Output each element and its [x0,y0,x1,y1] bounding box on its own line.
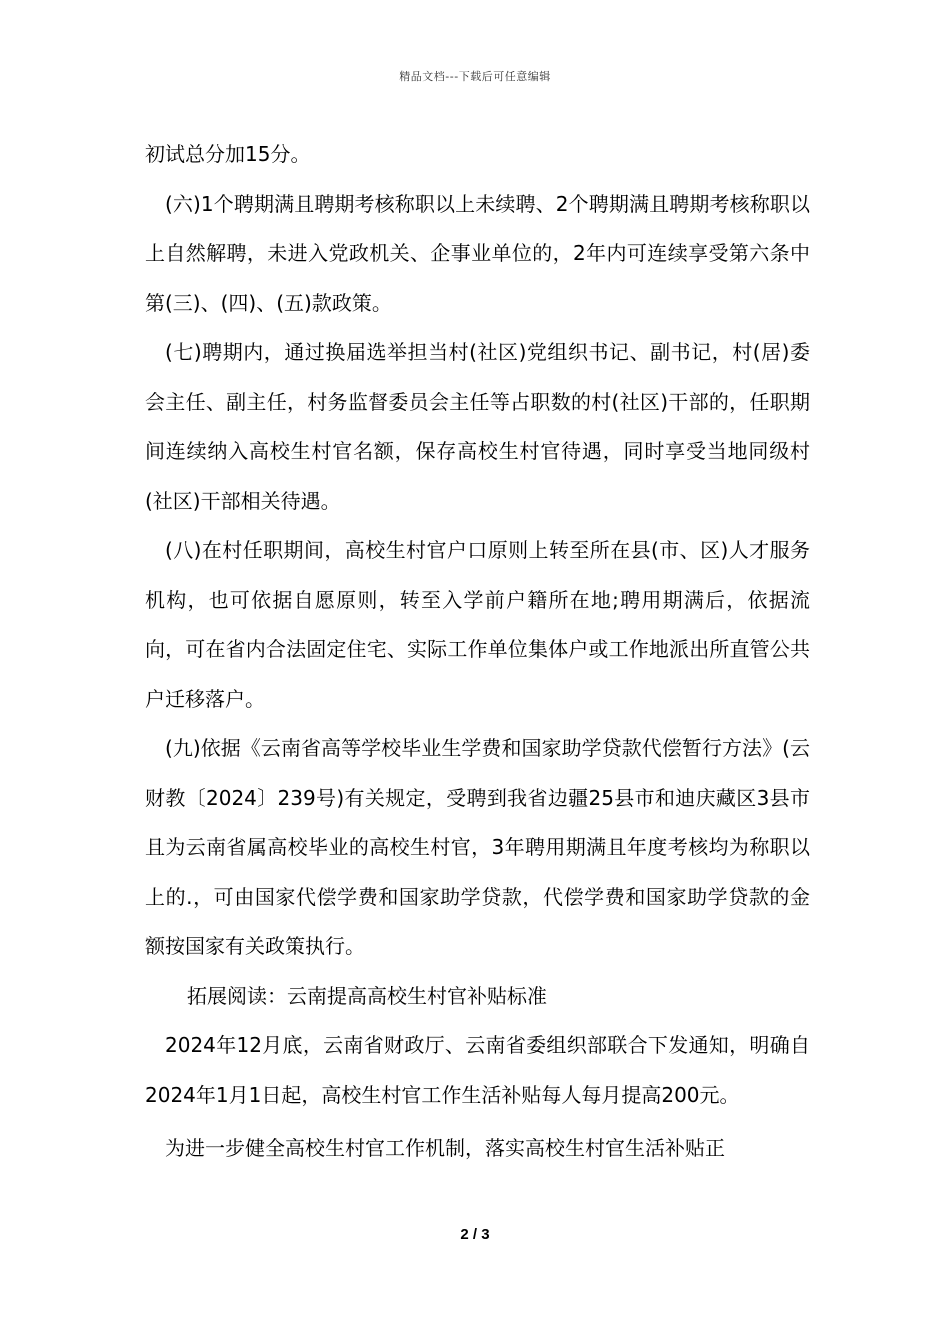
paragraph-7: 为进一步健全高校生村官工作机制，落实高校生村官生活补贴正 [165,1136,725,1160]
paragraph-1: 初试总分加15分。 [145,142,311,166]
paragraph-4: (八)在村任职期间，高校生村官户口原则上转至所在县(市、区)人才服务机构，也可依据自愿原则，转至入学前户籍所在地;聘用期满后，依据流向，可在省内合法固定住宅、实际工作单位集体户或工作地派出所直管公共户迁移落户。 [145,538,810,711]
paragraph-3: (七)聘期内，通过换届选举担当村(社区)党组织书记、副书记，村(居)委会主任、副主任，村务监督委员会主任等占职数的村(社区)干部的，任职期间连续纳入高校生村官名额，保存高校生村官待遇，同时享受当地同级村(社区)干部相关待遇。 [145,340,810,513]
paragraph-5: (九)依据《云南省高等学校毕业生学费和国家助学贷款代偿暂行方法》(云财教〔2024〕239号)有关规定，受聘到我省边疆25县市和迪庆藏区3县市且为云南省属高校毕业的高校生村官，3年聘用期满且年度考核均为称职以上的.，可由国家代偿学费和国家助学贷款，代偿学费和国家助学贷款的金额按国家有关政策执行。 [145,736,810,958]
paragraph-6: 2024年12月底，云南省财政厅、云南省委组织部联合下发通知，明确自2024年1月1日起，高校生村官工作生活补贴每人每月提高200元。 [145,1033,810,1107]
paragraph-2: (六)1个聘期满且聘期考核称职以上未续聘、2个聘期满且聘期考核称职以上自然解聘，未进入党政机关、企事业单位的，2年内可连续享受第六条中第(三)、(四)、(五)款政策。 [145,191,810,315]
page-header: 精品文档---下载后可任意编辑 [399,70,551,83]
extended-reading-heading: 拓展阅读：云南提高高校生村官补贴标准 [187,983,547,1008]
page-number: 2 / 3 [460,1226,490,1243]
document-body [145,130,810,1174]
